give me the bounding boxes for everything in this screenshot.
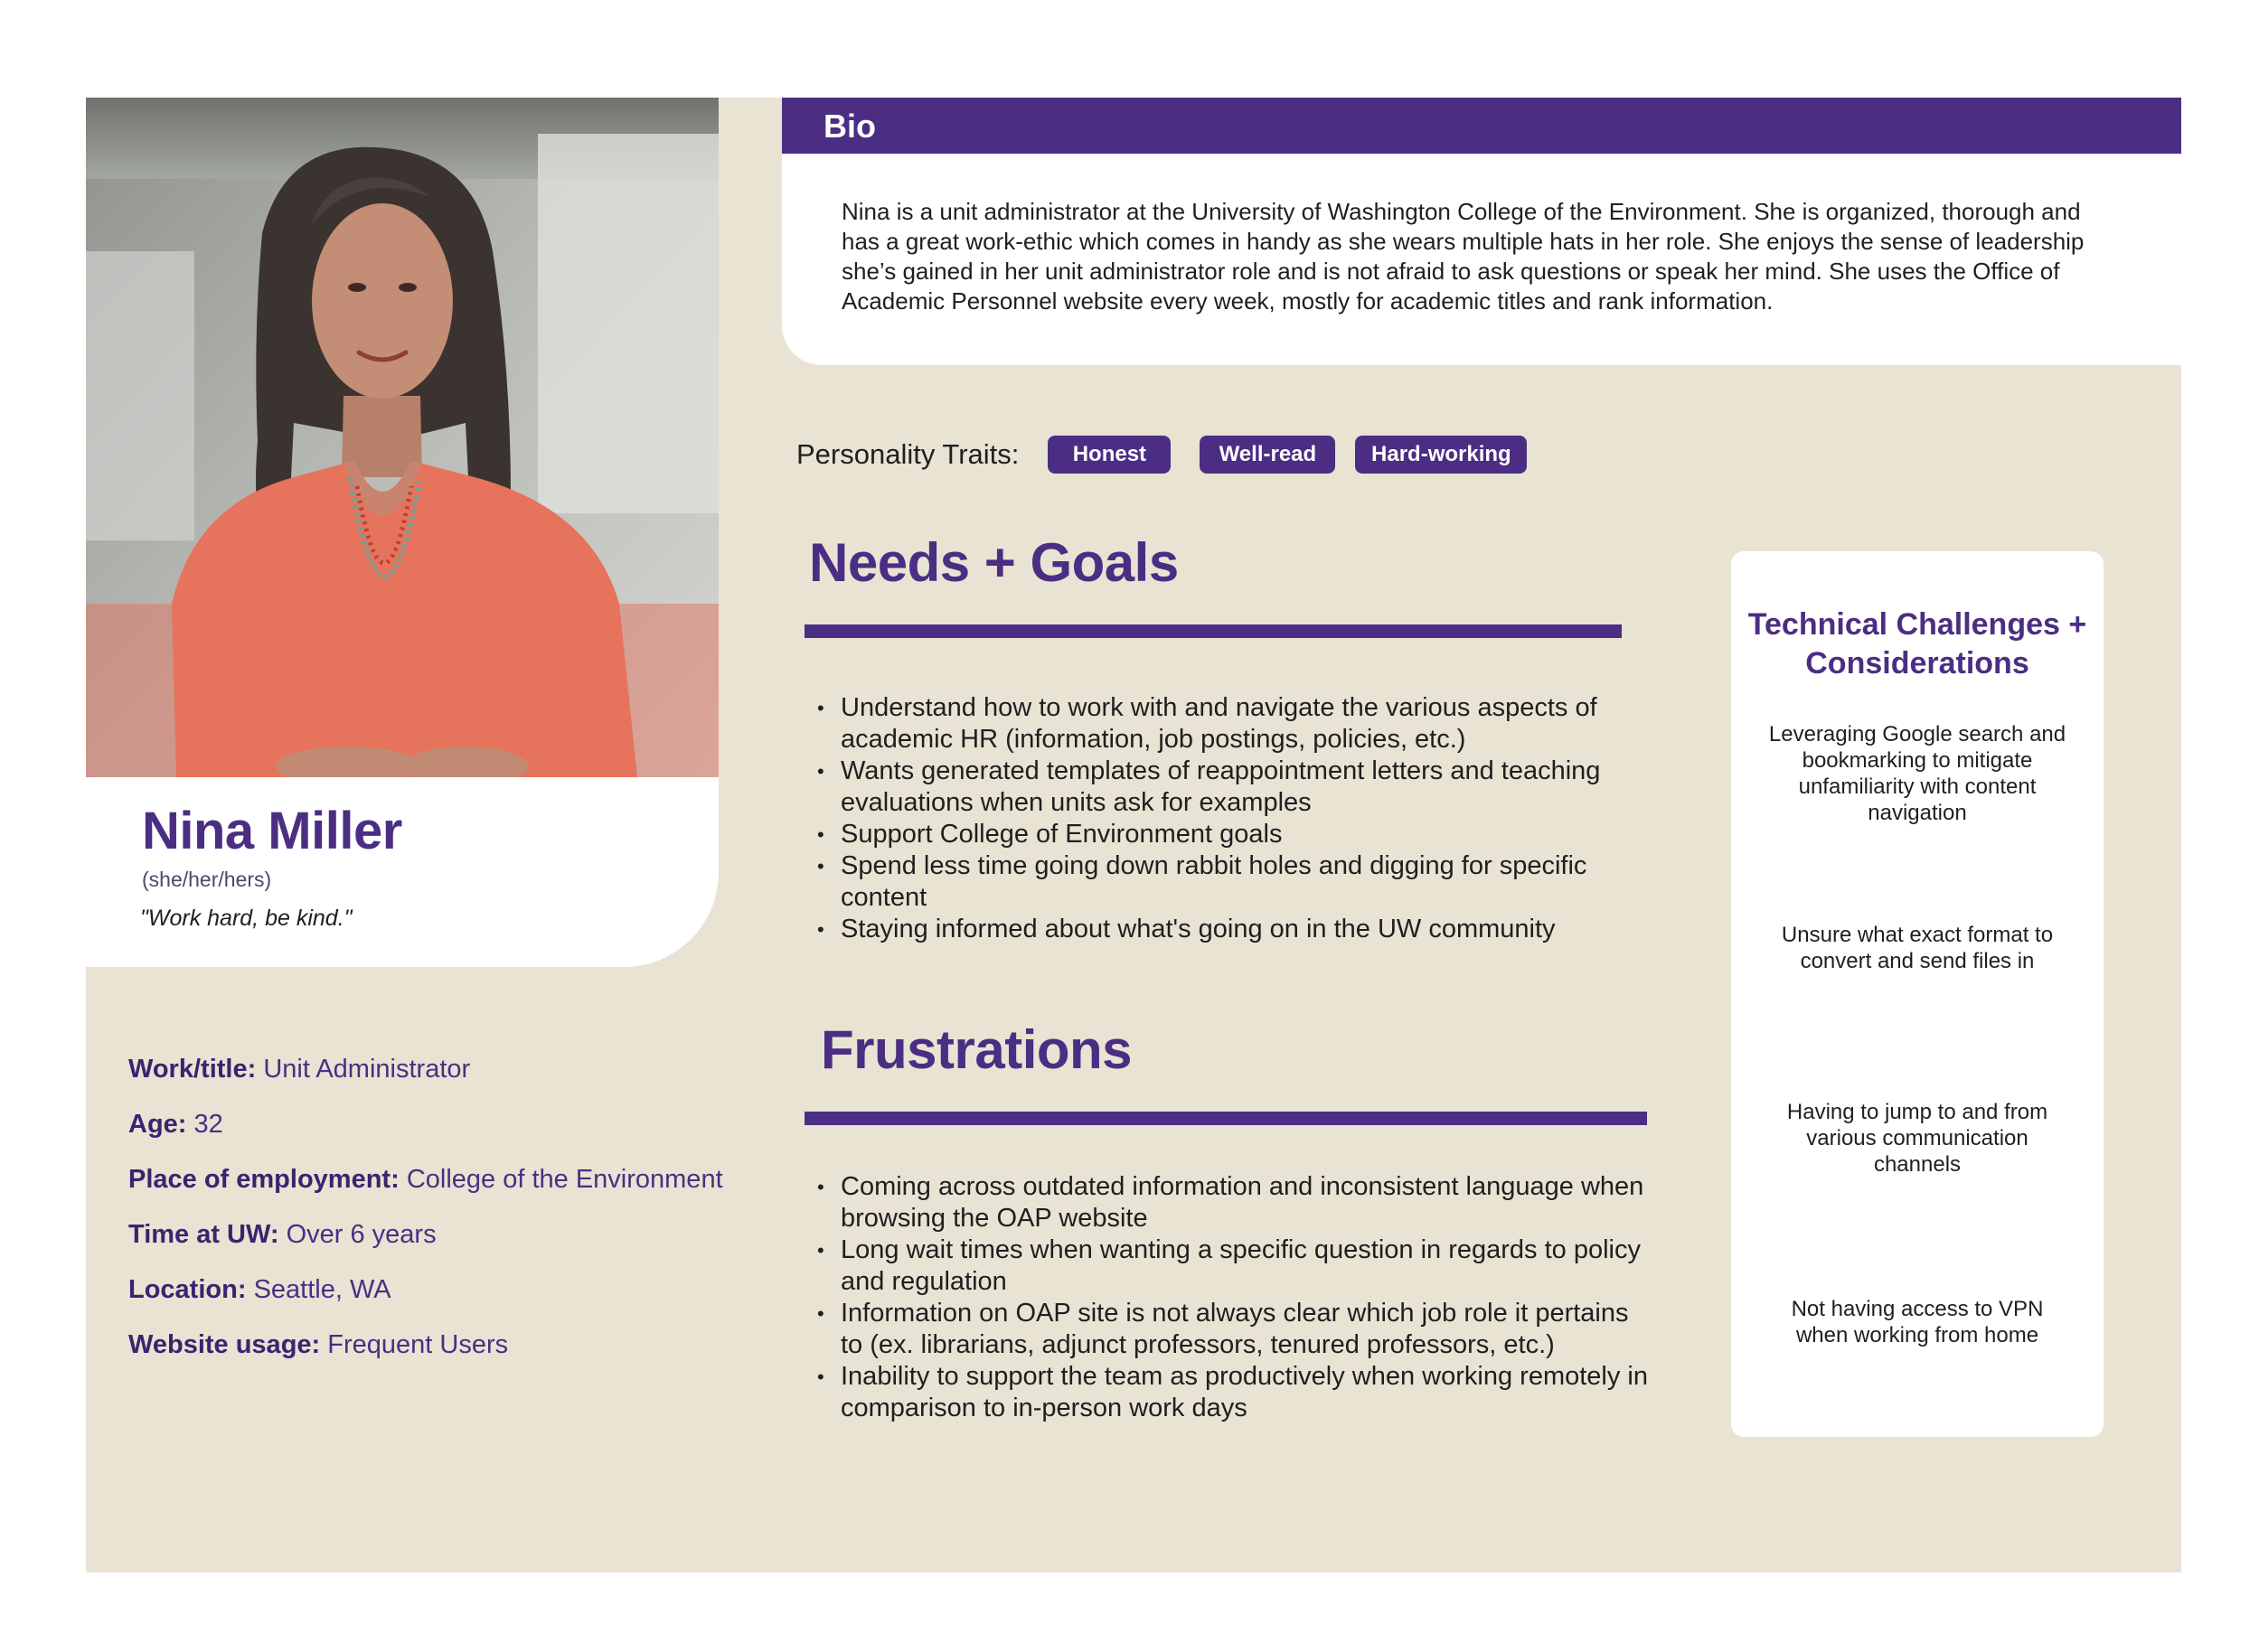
technical-challenges-card xyxy=(1731,551,2104,1437)
list-item: • Information on OAP site is not always clear which job role it pertains to (ex. librarians, adjunct professors, tenured professors, etc.) xyxy=(815,1298,1656,1361)
list-item: • Coming across outdated information and inconsistent language when browsing the OAP website xyxy=(815,1171,1656,1234)
detail-label: Work/title: xyxy=(128,1055,257,1084)
detail-label: Website usage: xyxy=(128,1330,321,1359)
bio-title: Bio xyxy=(824,108,876,145)
detail-time-at-uw xyxy=(128,1221,723,1248)
detail-employment xyxy=(128,1166,723,1193)
trait-badge-honest: Honest xyxy=(1048,436,1171,474)
list-item: • Spend less time going down rabbit holes and digging for specific content xyxy=(815,850,1629,914)
list-item: • Understand how to work with and navigate the various aspects of academic HR (information, job postings, policies, etc.) xyxy=(815,692,1629,756)
bio-text: Nina is a unit administrator at the University of Washington College of the Environment. She is organized, thorough and has a great work-ethic which comes in handy as she wears multiple hats in her role. She enjoys the sense of leadership she’s gained in her unit administrator role and is not afraid to ask questions or speak her mind. She uses the Office of Academic Personnel website every week, mostly for academic titles and rank information. xyxy=(842,198,2085,314)
trait-badge-hard-working: Hard-working xyxy=(1355,436,1527,474)
frustrations-list xyxy=(815,1171,1656,1424)
detail-value: Seattle, WA xyxy=(253,1275,391,1304)
pronouns: (she/her/hers) xyxy=(142,868,272,891)
traits-label: Personality Traits: xyxy=(796,438,1020,470)
list-item: • Staying informed about what's going on in the UW community xyxy=(815,914,1629,945)
needs-goals-divider xyxy=(805,624,1622,638)
detail-label: Time at UW: xyxy=(128,1220,279,1249)
detail-value: Unit Administrator xyxy=(263,1055,471,1084)
detail-value: Over 6 years xyxy=(286,1220,437,1249)
detail-value: Frequent Users xyxy=(327,1330,509,1359)
tech-challenge-item: Having to jump to and from various communication channels xyxy=(1786,1100,2048,1177)
detail-age xyxy=(128,1111,723,1138)
needs-goals-list xyxy=(815,692,1629,945)
bio-header xyxy=(782,98,2181,154)
profile-photo xyxy=(86,98,719,777)
personality-traits xyxy=(796,436,1527,474)
bio-card xyxy=(782,154,2181,365)
list-item: • Long wait times when wanting a specific question in regards to policy and regulation xyxy=(815,1234,1656,1298)
tech-challenge-item: Unsure what exact format to convert and send files in xyxy=(1781,923,2054,973)
frustrations-title: Frustrations xyxy=(821,1019,1133,1080)
detail-value: 32 xyxy=(193,1110,223,1139)
frustrations-divider xyxy=(805,1112,1647,1125)
detail-work-title xyxy=(128,1056,723,1083)
list-item: • Wants generated templates of reappointment letters and teaching evaluations when units ask for examples xyxy=(815,756,1629,819)
detail-label: Location: xyxy=(128,1275,247,1304)
persona-quote: "Work hard, be kind." xyxy=(140,906,353,931)
tech-challenge-item: Not having access to VPN when working from home xyxy=(1791,1297,2044,1347)
detail-website-usage xyxy=(128,1331,723,1358)
persona-name: Nina Miller xyxy=(142,802,402,860)
detail-label: Age: xyxy=(128,1110,187,1139)
list-item: • Support College of Environment goals xyxy=(815,819,1629,850)
detail-location xyxy=(128,1276,723,1303)
needs-goals-title: Needs + Goals xyxy=(809,532,1179,593)
trait-badge-well-read: Well-read xyxy=(1200,436,1335,474)
persona-details xyxy=(128,1056,723,1386)
tech-challenge-item: Leveraging Google search and bookmarking to mitigate unfamiliarity with content navigation xyxy=(1768,722,2066,825)
list-item: • Inability to support the team as productively when working remotely in comparison to in-person work days xyxy=(815,1361,1656,1424)
name-card xyxy=(86,777,719,967)
detail-label: Place of employment: xyxy=(128,1165,400,1194)
technical-challenges-title: Technical Challenges + Considerations xyxy=(1747,607,2087,681)
detail-value: College of the Environment xyxy=(406,1165,723,1194)
